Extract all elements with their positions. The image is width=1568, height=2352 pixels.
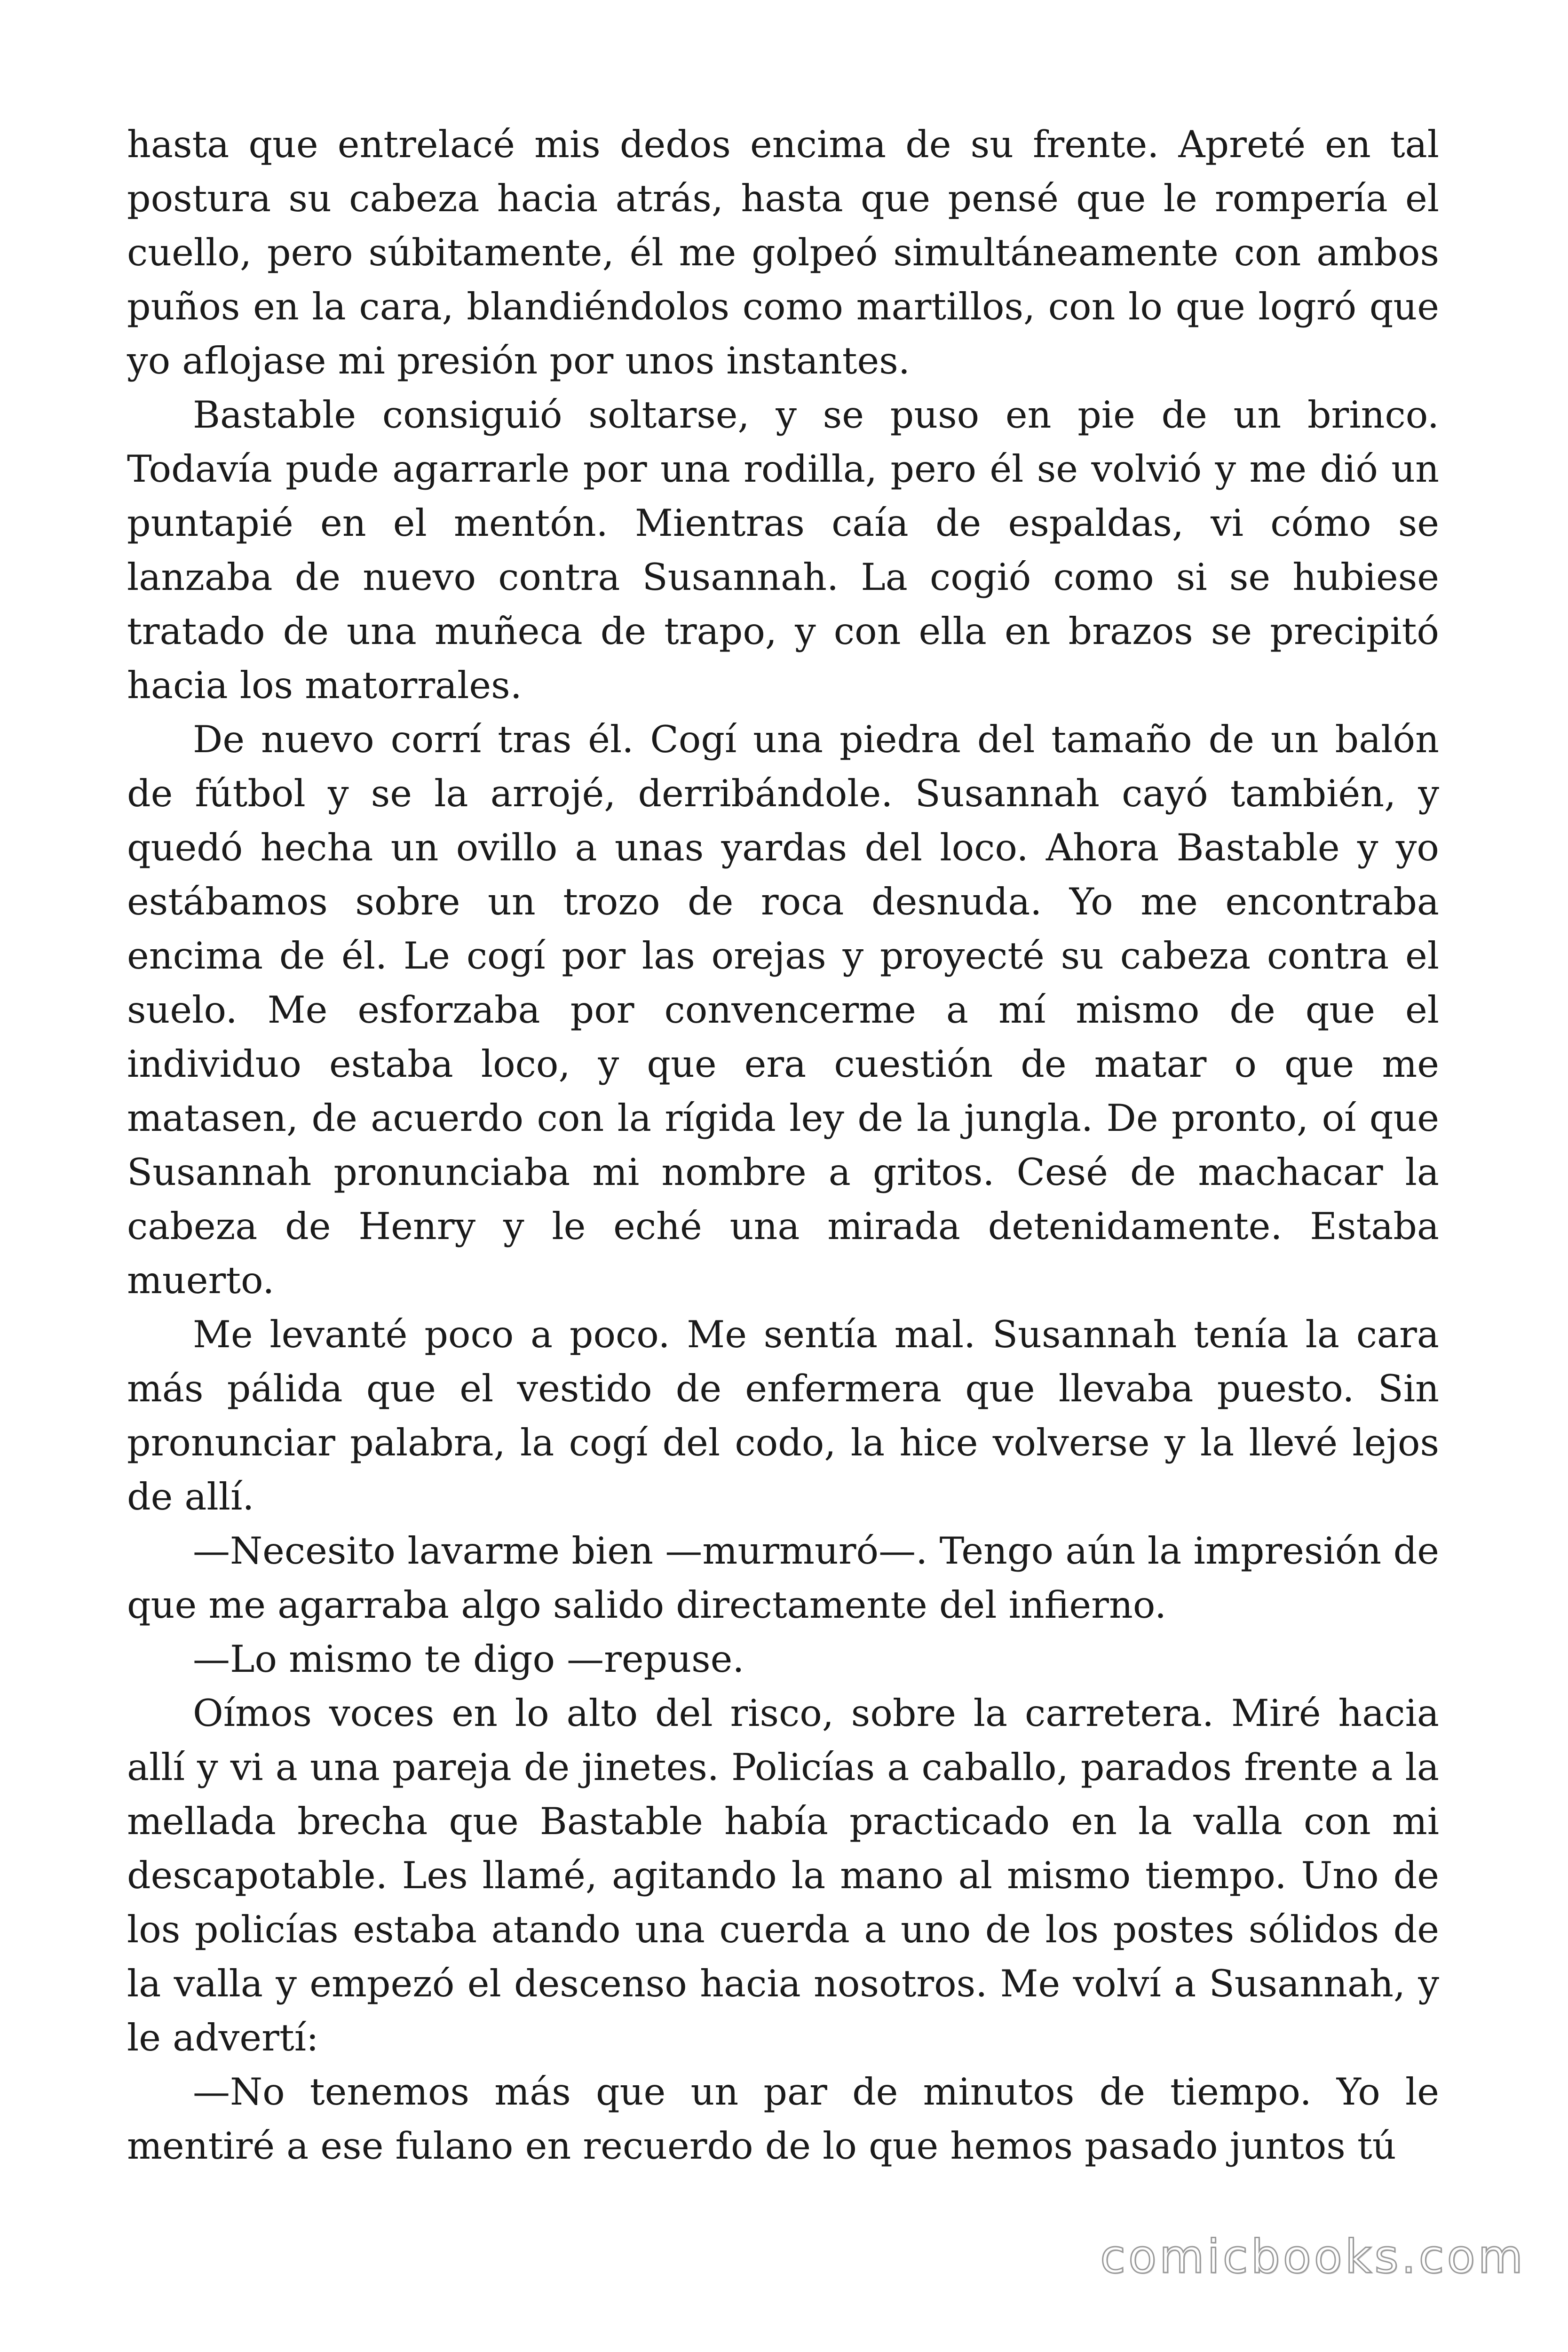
book-page-text xyxy=(127,118,1439,2173)
paragraph: —Lo mismo te digo —repuse. xyxy=(193,1637,744,1681)
paragraph: hasta que entrelacé mis dedos encima de su frente. Apreté en tal postura su cabeza hacia atrás, hasta que pensé que le rompería el cuello, pero súbitamente, él me golpeó simultáneamente con ambos puños en la cara, blandiéndolos como martillos, con lo que logró que yo aflojase mi presión por unos instantes. xyxy=(127,123,1439,382)
paragraph: De nuevo corrí tras él. Cogí una piedra del tamaño de un balón de fútbol y se la arrojé, derribándole. Susannah cayó también, y quedó hecha un ovillo a unas yardas del loco. Ahora Bastable y yo estábamos sobre un trozo de roca desnuda. Yo me encontraba encima de él. Le cogí por las orejas y proyecté su cabeza contra el suelo. Me esforzaba por convencerme a mí mismo de que el individuo estaba loco, y que era cuestión de matar o que me matasen, de acuerdo con la rígida ley de la jungla. De pronto, oí que Susannah pronunciaba mi nombre a gritos. Cesé de machacar la cabeza de Henry y le eché una mirada detenidamente. Estaba muerto. xyxy=(127,718,1439,1302)
paragraph: —No tenemos más que un par de minutos de tiempo. Yo le mentiré a ese fulano en recuerdo de lo que hemos pasado juntos tú xyxy=(127,2070,1439,2168)
paragraph: Me levanté poco a poco. Me sentía mal. Susannah tenía la cara más pálida que el vestido de enfermera que llevaba puesto. Sin pronunciar palabra, la cogí del codo, la hice volverse y la llevé lejos de allí. xyxy=(127,1313,1439,1518)
paragraph: —Necesito lavarme bien —murmuró—. Tengo aún la impresión de que me agarraba algo salido directamente del infierno. xyxy=(127,1529,1439,1627)
paragraph: Bastable consiguió soltarse, y se puso en pie de un brinco. Todavía pude agarrarle por una rodilla, pero él se volvió y me dió un puntapié en el mentón. Mientras caía de espaldas, vi cómo se lanzaba de nuevo contra Susannah. La cogió como si se hubiese tratado de una muñeca de trapo, y con ella en brazos se precipitó hacia los matorrales. xyxy=(127,393,1439,707)
paragraph: Oímos voces en lo alto del risco, sobre la carretera. Miré hacia allí y vi a una pareja de jinetes. Policías a caballo, parados frente a la mellada brecha que Bastable había practicado en la valla con mi descapotable. Les llamé, agitando la mano al mismo tiempo. Uno de los policías estaba atando una cuerda a uno de los postes sólidos de la valla y empezó el descenso hacia nosotros. Me volví a Susannah, y le advertí: xyxy=(127,1692,1439,2059)
watermark-logo: comicbooks.com xyxy=(1100,2230,1526,2284)
